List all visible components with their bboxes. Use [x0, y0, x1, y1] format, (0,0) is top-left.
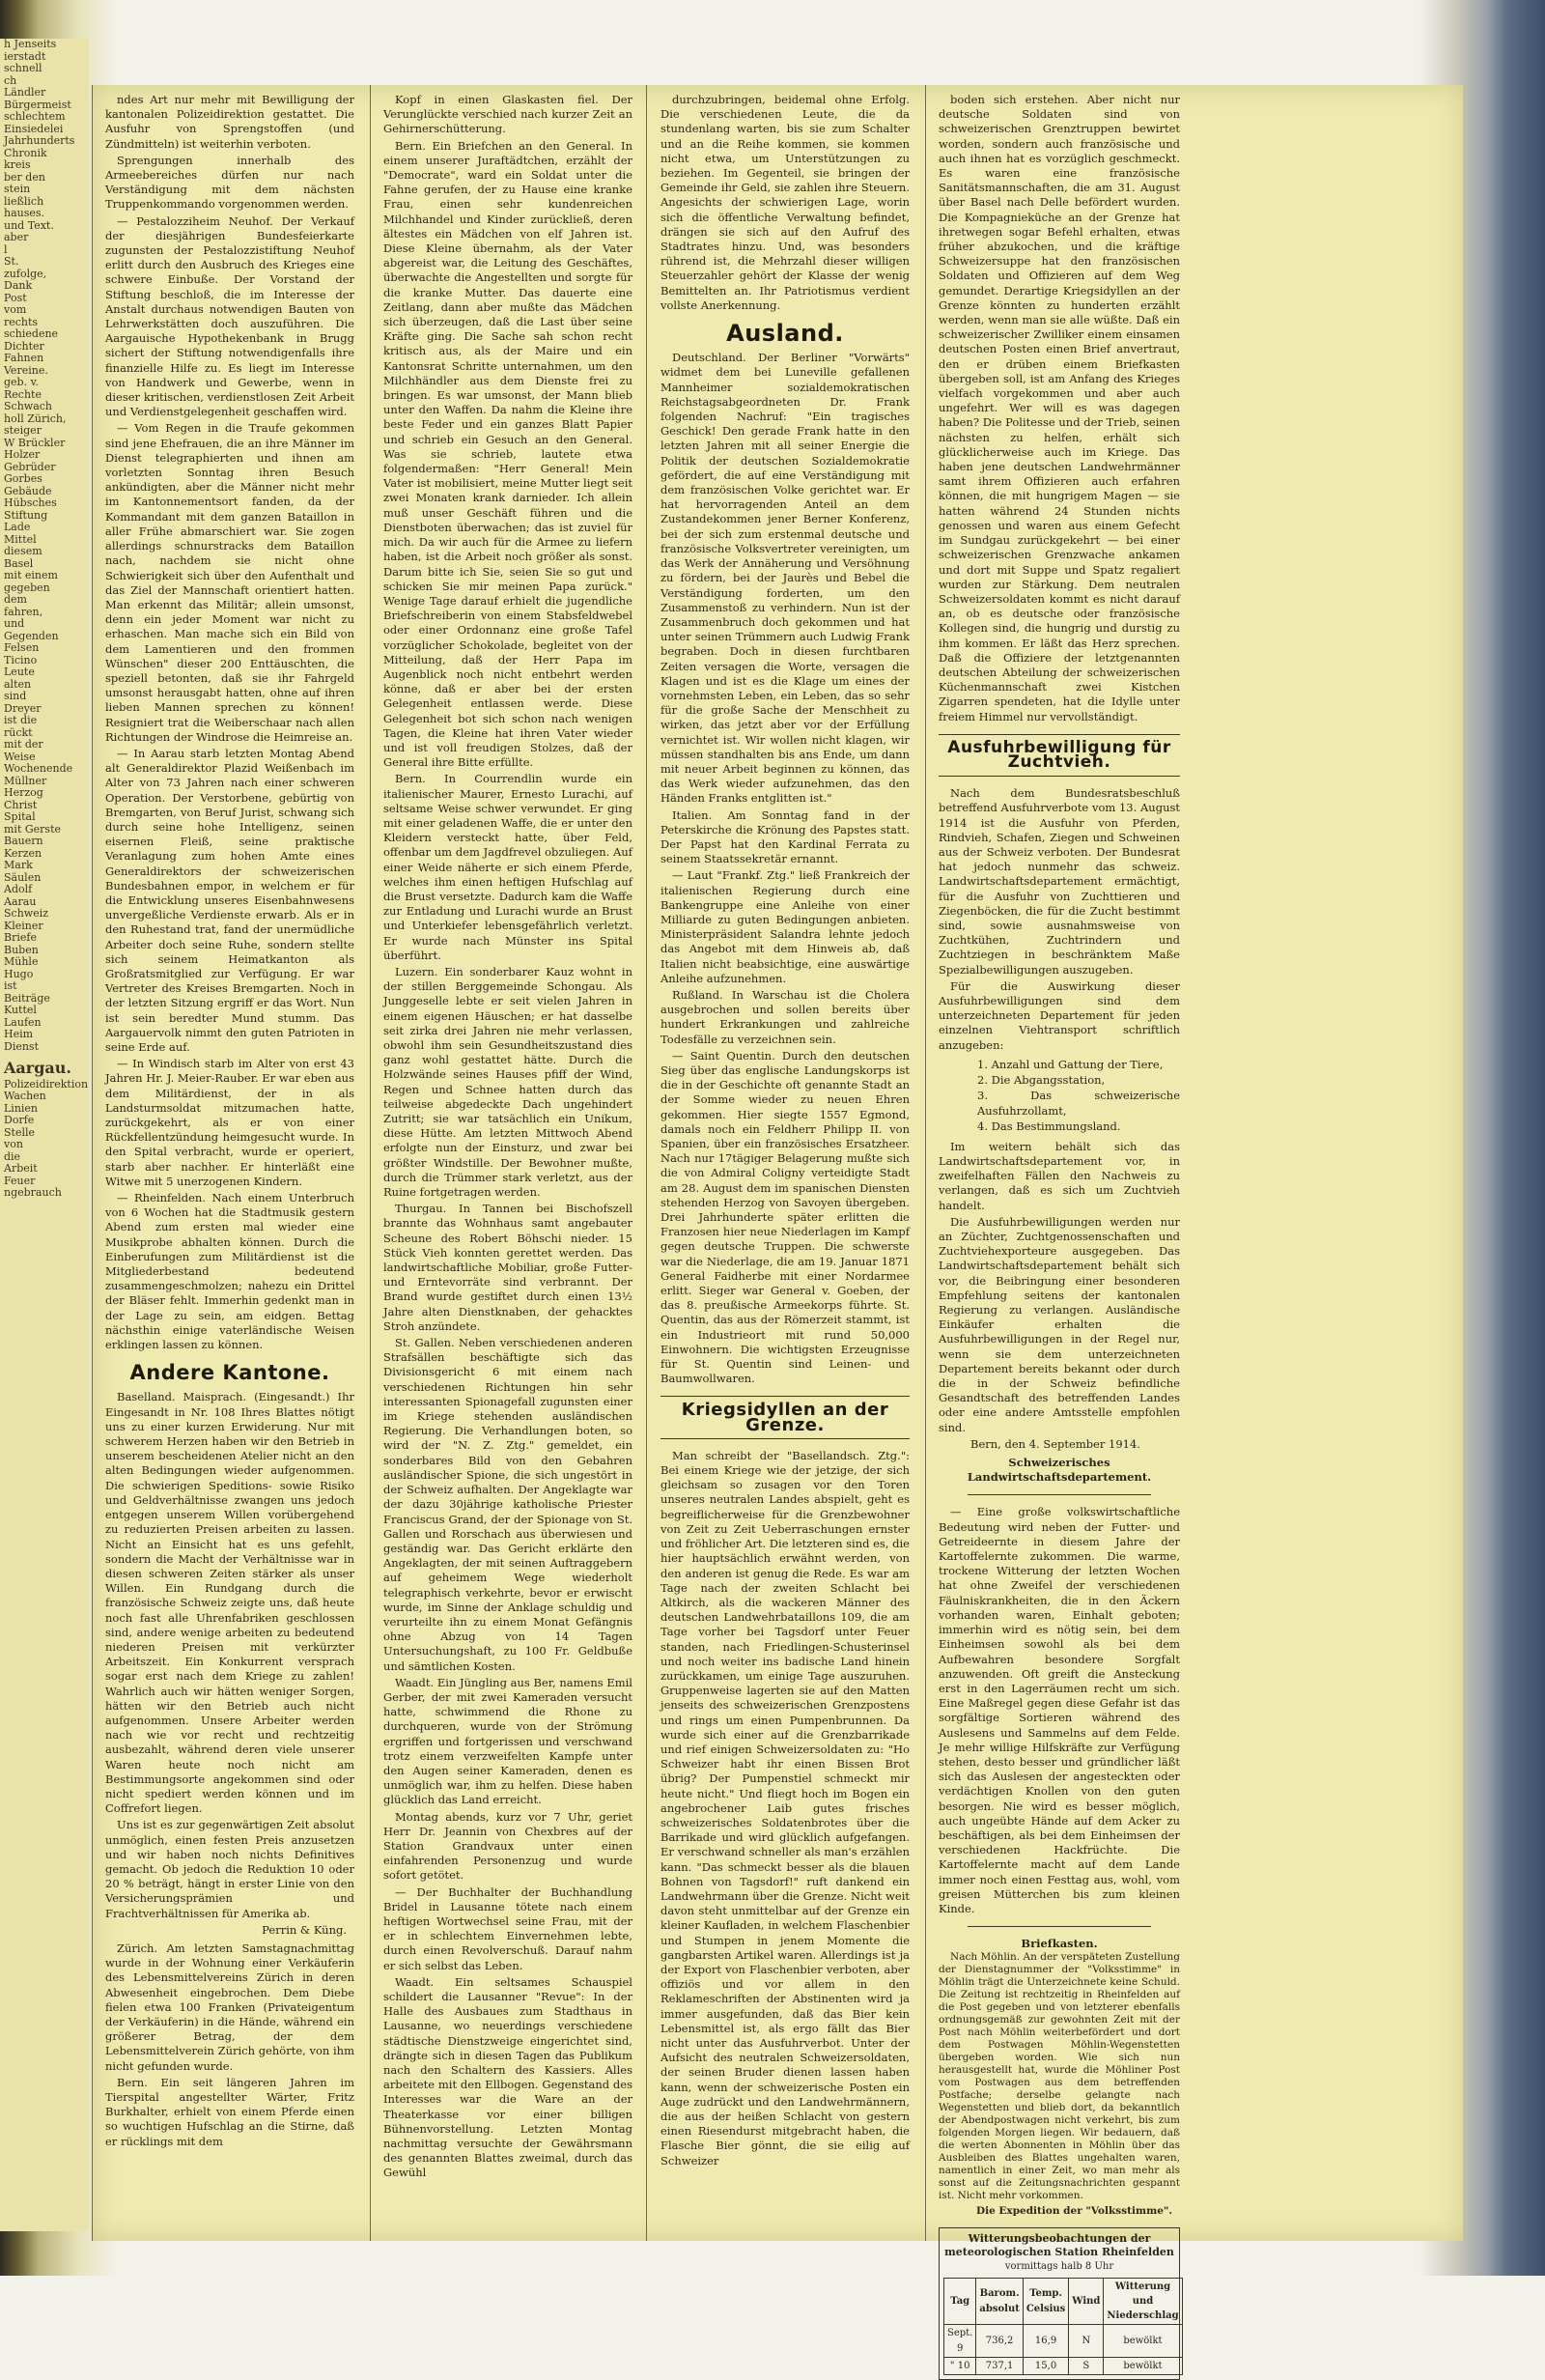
- left-page-fragment: mit der: [4, 738, 43, 751]
- left-page-fragment: die: [4, 1149, 21, 1163]
- left-page-heading: Aargau.: [4, 1059, 71, 1077]
- weather-cell: bewölkt: [1104, 2357, 1182, 2374]
- article-paragraph: Waadt. Ein seltsames Schauspiel schildert die Lausanner "Revue": In der Halle des Ausbaues zum Stadthaus in Lausanne, wo neuerdings verschiedene städtische Dienstzweige eingerichtet sind, drängte sich in diesen Tagen das Publikum nach den Schaltern des Kassiers. Alles arbeitete mit den Ellbogen. Gegenstand des Interesses war die Ware an der Theaterkasse vor einer billigen Bühnenvorstellung. Letzten Montag nachmittag versuchte der Gewährsmann des genannten Blattes zweimal, durch das Gewühl: [383, 1974, 632, 2180]
- left-page-fragment: Kleiner: [4, 919, 43, 932]
- left-page-fragment: Herzog: [4, 786, 43, 799]
- left-page-fragment: holl Zürich,: [4, 411, 67, 425]
- left-page-fragment: von: [4, 1138, 23, 1150]
- left-page-fragment: Post: [4, 291, 27, 304]
- list-item: 2. Die Abgangsstation,: [977, 1072, 1106, 1087]
- weather-row: [944, 2325, 1183, 2357]
- weather-table-box: [939, 2227, 1180, 2380]
- article-paragraph: Zürich. Am letzten Samstagnachmittag wurde in der Wohnung einer Verkäuferin des Lebensmittelvereins Zürich in deren Abwesenheit eingebrochen. Dem Diebe fielen etwa 100 Franken (Privateigentum der Verkäuferin) in die Hände, während ein größerer Betrag, der dem Lebensmittelverein Zürich gehörte, von ihm nicht gefunden wurde.: [105, 1941, 354, 2073]
- article-paragraph: Nach dem Bundesratsbeschluß betreffend Ausfuhrverbote vom 13. August 1914 ist die Ausfuhr von Pferden, Rindvieh, Schafen, Ziegen und Schweinen aus der Schweiz verboten. Der Bundesrat hat jedoch nunmehr das schweiz. Landwirtschaftsdepartement ermächtigt, für die Ausfuhr von Zuchttieren und Ziegenböcken, die für die Zucht bestimmt sind, sowie ausnahmsweise von Zuchtkühen, Zuchtrindern und Zuchtziegen in beschränktem Maße Spezialbewilligungen auszugeben.: [939, 786, 1180, 977]
- left-page-fragment: Bürgermeist: [4, 98, 71, 111]
- left-page-fragment: Jahrhunderts: [4, 134, 75, 147]
- left-page-fragment: Ticino: [4, 653, 38, 666]
- left-page-fragment: stein: [4, 183, 31, 195]
- left-page-fragment: aber: [4, 231, 29, 243]
- divider: [968, 1926, 1151, 1927]
- left-page-fragment: Heim: [4, 1028, 34, 1040]
- heading-kriegsidyllen: Kriegsidyllen an der Grenze.: [660, 1396, 910, 1438]
- left-page-fragment: Stiftung: [4, 508, 48, 522]
- article-paragraph: St. Gallen. Neben verschiedenen anderen Strafsällen beschäftigte sich das Divisionsgericht 6 mit einem nach verschiedenen Richtungen hin sehr interessanten Spionagefall zugunsten einer im Kriege stehenden ausländischen Regierung. Die Verhandlungen boten, so wird der "N. Z. Ztg." gemeldet, ein sonderbares Bild von den Gebahren ausländischer Spione, die sich ungestört in der Schweiz aufhalten. Der Angeklagte war der dazu 30jährige katholische Priester Franciscus Grand, der der Spionage von St. Gallen und Rorschach aus überwiesen und geständig war. Das Gericht erklärte den Angeklagten, der mit seinen Auftraggebern auf geheimem Wege wiederholt telegraphisch verkehrte, bevor er erwischt wurde, im Sinne der Anklage schuldig und verurteilte ihn zu einem Monat Gefängnis ohne Abzug von 14 Tagen Untersuchungshaft, zu 100 Fr. Geldbuße und sämtlichen Kosten.: [383, 1336, 632, 1673]
- left-page-fragment: Hugo: [4, 967, 34, 980]
- left-page-fragment: kreis: [4, 158, 31, 171]
- weather-header-cell: Tag: [944, 2278, 976, 2325]
- article-paragraph: Für die Auswirkung dieser Ausfuhrbewilligungen sind dem unterzeichneten Departement für jeden einzelnen Viehtransport schriftlich anzugeben:: [939, 978, 1180, 1052]
- weather-header-cell: Barom. absolut: [976, 2278, 1023, 2325]
- column-2: [383, 93, 632, 2233]
- left-page-fragment: ngebrauch: [4, 1186, 62, 1199]
- article-paragraph: boden sich erstehen. Aber nicht nur deutsche Soldaten sind von schweizerischen Grenztruppen bewirtet worden, sondern auch französische und auch ihnen hat es vorzüglich geschmeckt. Es waren eine französische Sanitätsmannschaften, die am 31. August über Basel nach Delle befördert wurden. Die Kompagnieküche an der Grenze hat ihretwegen sogar Befehl erhalten, etwas früher abzukochen, und die kräftige Schweizersuppe hat den französischen Soldaten und Offizieren auf dem Weg gemundet. Derartige Kriegsidyllen an der Grenze könnten zu hunderten erzählt werden, wenn man sie alle wüßte. Daß ein schweizerischer Zwilliker einem einsamen deutschen Posten einen Brief anvertraut, den er drüben einem Briefkasten übergeben soll, ist am Anfang des Krieges vielfach vorgekommen und aber auch ungefehrt. Wer will es was dagegen haben? Die Politesse und der Trieb, seinen nächsten zu helfen, erhält sich glücklicherweise auch im Kriege. Das haben jene deutschen Landwehrmänner samt ihrem Offizieren auch erfahren können, die mit hungrigem Magen — sie hatten während 24 Stunden nichts genossen und waren aus einem Gefecht im Sundgau zurückgekehrt — bei einer schweizerischen Grenzwache ankamen und dort mit Suppe und Spatz regaliert wurden zur Stärkung. Dem neutralen Schweizersoldaten kommt es nicht darauf an, ob es deutsche oder französische Kollegen sind, die hungrig und durstig zu ihm kommen. Er läßt das Herz sprechen. Daß die Offiziere der letztgenannten deutschen Abteilung der schweizerischen Küchenmannschaft zwei Kistchen Zigarren spendeten, hat die Idylle unter freiem Himmel nur vervollständigt.: [939, 93, 1180, 723]
- left-page-fragment: Mühle: [4, 955, 39, 968]
- left-page-fragment: Buben: [4, 943, 39, 956]
- article-paragraph: Montag abends, kurz vor 7 Uhr, geriet Herr Dr. Jeannin von Chexbres auf der Station Grandvaux unter einen einfahrenden Personenzug und wurde sofort getötet.: [383, 1809, 632, 1883]
- article-paragraph: — Der Buchhalter der Buchhandlung Bridel in Lausanne tötete nach einem heftigen Wortwechsel seine Frau, mit der er in schlechtem Einvernehmen lebte, durch einen Revolverschuß. Darauf nahm er sich selbst das Leben.: [383, 1884, 632, 1972]
- left-page-fragment: Gebäude: [4, 484, 52, 497]
- left-page-fragment: Mark: [4, 859, 33, 871]
- left-page-fragment: Gegenden: [4, 629, 59, 642]
- article-paragraph: — Vom Regen in die Traufe gekommen sind jene Ehefrauen, die an ihre Männer im Dienst telegraphierten und ihnen am vorletzten Sonntag ihren Besuch ankündigten, aber die Männer nicht mehr im Kantonnementsort fanden, da der Kommandant mit dem ganzen Bataillon in aller Frühe abmarschiert war. Sie zogen allerdings schnurstracks dem Bataillon nach, nachdem sie nicht ohne Schwierigkeit sich über den Aufenthalt und das Ziel der Mannschaft orientiert hatten. Man erkennt das Militär; allein umsonst, denn ein jeder Moment war nicht zu erhaschen. Man mache sich ein Bild von dem Lamentieren und den frommen Wünschen" dieser 200 Enttäuschten, die speziell betonten, daß sie ihr Fahrgeld umsonst herausgabt hatten, ohne auf ihren lieben Mannen sprechen zu können! Resigniert trat die Weiberschaar nach allen Richtungen der Windrose die Heimreise an.: [105, 421, 354, 744]
- left-page-fragment: alten: [4, 677, 32, 691]
- left-page-fragment: dem: [4, 593, 27, 606]
- left-page-fragment: vom: [4, 303, 27, 316]
- article-paragraph: durchzubringen, beidemal ohne Erfolg. Die verschiedenen Leute, die da stundenlang warten, bis sie zum Schalter und an die Reihe kommen, sie kommen nicht etwa, um Unterstützungen zu beziehen. Im Gegenteil, sie bringen der Gemeinde ihr Geld, sie zahlen ihre Steuern. Angesichts der schwierigen Lage, worin sich die öffentliche Verwaltung befindet, drängen sie sich auf den Aufruf des Stadtrates hinzu. Und, was besonders rührend ist, die Mehrzahl dieser willigen Steuerzahler gehört der Klasse der wenig Bemittelten an. Ihr Patriotismus verdient vollste Anerkennung.: [660, 93, 910, 312]
- left-page-fragment: ließlich: [4, 194, 44, 208]
- left-page-fragment: Bauern: [4, 835, 43, 847]
- dateline: Bern, den 4. September 1914.: [970, 1436, 1140, 1451]
- left-page-fragment: sind: [4, 690, 27, 702]
- left-page-fragment: Kerzen: [4, 846, 42, 860]
- signature-perrin-kueng: Perrin & Küng.: [262, 1922, 347, 1937]
- left-page-fragment: Dorfe: [4, 1114, 35, 1126]
- left-page-fragment: rechts: [4, 315, 39, 328]
- left-page-fragment: Laufen: [4, 1015, 42, 1029]
- left-page-fragment: fahren,: [4, 605, 43, 618]
- article-paragraph: Baselland. Maisprach. (Eingesandt.) Ihr Eingesandt in Nr. 108 Ihres Blattes nötigt uns zu einer kurzen Erwiderung. Nur mit schwerem Herzen haben wir den Betrieb in unserem bescheidenen Atelier nicht an den alten Bedingungen wieder aufgenommen. Die schwierigen Speditions- sowie Risiko und Geldverhältnisse zwangen uns jedoch entgegen unserem Willen vorübergehend zu reduzierten Preisen arbeiten zu lassen. Nicht an Einsicht hat es uns gefehlt, sondern die Macht der Verhältnisse war in diesen schweren Zeiten stärker als unser Willen. Ein Rundgang durch die französische Schweiz zeigte uns, daß heute noch fast alle Uhrenfabriken geschlossen sind, andere wenige arbeiten zu bedeutend niederen Preisen mit verkürzter Arbeitszeit. Ein Konkurrent versprach sogar erst nach dem Kriege zu zahlen! Wahrlich auch wir hätten weniger Sorgen, hätten wir den Betrieb auch nicht aufgenommen. Unsere Arbeiter werden nach wie vor recht und rechtzeitig ausbezahlt, während deren viele unserer Waren heute noch nicht am Bestimmungsorte angekommen sind oder nicht spediert werden können und im Coffrefort liegen.: [105, 1390, 354, 1816]
- article-paragraph: — In Aarau starb letzten Montag Abend alt Generaldirektor Plazid Weißenbach im Alter von 73 Jahren nach einer schweren Operation. Der Verstorbene, gebürtig von Bremgarten, von Beruf Jurist, schwang sich durch seine hohe Intelligenz, seinen eisernen Fleiß, seine praktische Veranlagung zum hohen Amte eines Generaldirektors der schweizerischen Bundesbahnen empor, in welchem er für die Entwicklung unseres Eisenbahnwesens unvergeßliche Verdienste erwarb. Als er in den Ruhestand trat, fand der unermüdliche Arbeiter doch seine Ruhe, sondern stellte sich seinem Heimatkanton als Großratsmitglied zur Verfügung. Er war Vertreter des Kreises Bremgarten. Noch in der letzten Sitzung ergriff er das Wort. Nun ist sein beredter Mund stumm. Das Aargauervolk nimmt den guten Patrioten in seine Erde auf.: [105, 746, 354, 1054]
- left-page-fragment: Gebrüder: [4, 460, 56, 473]
- left-page-fragment: Aarau: [4, 894, 37, 908]
- column-rule: [92, 85, 93, 2241]
- article-paragraph: — Eine große volkswirtschaftliche Bedeutung wird neben der Futter- und Getreideernte in diesem Jahre der Kartoffelernte zukommen. Die warme, trockene Witterung der letzten Wochen hat ohne Zweifel der verschiedenen Fäulniskrankheiten, die in den Äckern vorhanden waren, Einhalt geboten; immerhin wird es nötig sein, bei dem Einheimsen sowohl als bei dem Aufbewahren besondere Sorgfalt anzuwenden. Oft greift die Ansteckung erst in den Lagerräumen recht um sich. Eine Maßregel gegen diese Gefahr ist das sorgfältige Sortieren während des Auslesens und Sammelns auf dem Felde. Je mehr willige Hilfskräfte zur Verfügung stehen, desto besser und gründlicher läßt sich das Auslesen der angesteckten oder verdächtigen Knollen von den guten besorgen. Nie wird es besser möglich, auch ungeübte Hände auf dem Acker zu beschäftigen, als bei dem Einheimsen der verschiedenen Hackfrüchte. Die Kartoffelernte macht auf dem Lande immer noch einen Festtag aus, wohl, vom greisen Mütterchen bis zum kleinen Kinde.: [939, 1505, 1180, 1915]
- left-page-edge: [0, 39, 89, 2231]
- column-rule: [925, 85, 926, 2241]
- article-paragraph: — Laut "Frankf. Ztg." ließ Frankreich der italienischen Regierung durch eine Bankengruppe eine Anleihe von einer Milliarde zu guten Bedingungen anbieten. Ministerpräsident Salandra lehnte jedoch das Angebot mit dem Hinweis ab, daß Italien nicht beabsichtige, eine auswärtige Anleihe aufzunehmen.: [660, 868, 910, 985]
- left-page-fragment: Dreyer: [4, 701, 42, 715]
- left-page-fragment: ist: [4, 979, 17, 992]
- article-paragraph: Waadt. Ein Jüngling aus Ber, namens Emil Gerber, der mit zwei Kameraden versucht hatte, schwimmend die Rhone zu durchqueren, wurde von der Strömung ergriffen und fortgerissen und verschwand trotz einem verzweifelten Kampfe unter den Augen seiner Kameraden, denen es unmöglich war, ihm zu helfen. Diese haben glücklich das Land erreicht.: [383, 1675, 632, 1807]
- article-paragraph: — Pestalozziheim Neuhof. Der Verkauf der diesjährigen Bundesfeierkarte zugunsten der Pestalozzistiftung Neuhof erlitt durch den Ausbruch des Krieges eine schwere Einbuße. Der Vorstand der Stiftung beschloß, die im Interesse der Anstalt durchaus notwendigen Bauten von Lehrwerkstätten doch auszuführen. Die Aargauische Hypothekenbank in Brugg sichert der Stiftung notwendigenfalls ihre finanzielle Hilfe zu. Es liegt im Interesse von Handwerk und Gewerbe, wenn in dieser kritischen, verdienstlosen Zeit Arbeit und Verdienstgelegenheit geschaffen wird.: [105, 213, 354, 419]
- weather-table: [943, 2278, 1183, 2375]
- left-page-fragment: ierstadt: [4, 49, 46, 63]
- heading-andere-kantone: Andere Kantone.: [129, 1361, 330, 1385]
- left-page-fragment: und: [4, 617, 25, 630]
- left-page-fragment: Spital: [4, 810, 36, 823]
- left-page-fragment: Basel: [4, 556, 34, 570]
- column-3: [660, 93, 910, 2233]
- left-page-fragment: h Jenseits: [4, 38, 57, 50]
- article-paragraph: — In Windisch starb im Alter von erst 43 Jahren Hr. J. Meier-Rauber. Er war eben aus dem Militärdienst, der in als Landsturmsoldat mitzumachen hatte, zurückgekehrt, als er von einer Rückfellentzündung heimgesucht wurde. In den Spital verbracht, wurde er operiert, starb aber nachher. Er hinterläßt eine Witwe mit 5 unerzogenen Kindern.: [105, 1057, 354, 1188]
- weather-cell: Sept. 9: [944, 2325, 976, 2357]
- left-page-subheading: Polizeidirektion: [4, 1077, 89, 1091]
- left-page-fragment: ist die: [4, 714, 38, 726]
- left-page-fragment: Dichter: [4, 339, 44, 353]
- left-page-fragment: Christ: [4, 798, 38, 811]
- left-page-fragment: Gorbes: [4, 472, 42, 485]
- left-page-fragment: Feuer: [4, 1174, 36, 1187]
- list-item: 1. Anzahl und Gattung der Tiere,: [977, 1057, 1164, 1071]
- left-page-fragment: Fahnen: [4, 352, 44, 364]
- weather-cell: 16,9: [1023, 2325, 1068, 2357]
- left-page-fragment: Beiträge: [4, 991, 50, 1005]
- left-page-fragment: und Text.: [4, 218, 54, 232]
- article-paragraph: Luzern. Ein sonderbarer Kauz wohnt in der stillen Berggemeinde Schongau. Als Junggeselle lebte er seit vielen Jahren in einem eigenen Häuschen; er hat dasselbe seit zirka drei Jahren nie mehr verlassen, obwohl ihm sein Gesundheitszustand dies ganz wohl gestattet hätte. Durch die Holzwände seines Hauses pfiff der Wind, Regen und Schnee hatten durch das teilweise abgedeckte Dach ungehindert Zutritt; sie war tatsächlich ein Unikum, diese Hütte. Am letzten Mittwoch Abend erfolgte nun der Einsturz, und zwar bei größter Windstille. Der Bewohner mußte, durch die Trümmer stark verletzt, aus der Ruine fortgetragen werden.: [383, 964, 632, 1200]
- article-paragraph: Italien. Am Sonntag fand in der Peterskirche die Krönung des Papstes statt. Der Papst hat den Kardinal Ferrata zu seinem Staatssekretär ernannt.: [660, 808, 910, 866]
- left-page-fragment: Dank: [4, 279, 33, 292]
- weather-cell: 736,2: [976, 2325, 1023, 2357]
- left-page-fragment: mit Gerste: [4, 822, 61, 836]
- weather-title: Witterungsbeobachtungen der meteorologischen Station Rheinfelden: [944, 2231, 1174, 2258]
- briefkasten-text: Nach Möhlin. An der verspäteten Zustellung der Dienstagnummer der "Volksstimme" in Möhlin trägt die Unterzeichnete keine Schuld. Die Zeitung ist rechtzeitig in Rheinfelden auf die Post gegeben und von letzterer ebenfalls ordnungsgemäß zur gewohnten Zeit mit der Post nach Möhlin weiterbefördert und dort dem Postwagen Möhlin-Wegenstetten übergeben worden. Wie sich nun herausgestellt hat, wurde die Möhliner Post vom Postwagen aus dem betreffenden Postfache; derselbe gelangte nach Wegenstetten und blieb dort, da bekanntlich der Abendpostwagen nicht verkehrt, bis zum folgenden Morgen liegen. Wir bedauern, daß die werten Abonnenten in Möhlin über das Ausbleiben des Blattes ungehalten waren, namentlich in einer Zeit, wo man mehr als sonst auf die Zeitungsnachrichten gespannt ist. Nicht mehr vorkommen.: [939, 1951, 1180, 2202]
- left-page-fragment: rückt: [4, 725, 33, 739]
- left-page-fragment: Rechte: [4, 387, 42, 401]
- requirements-list: [977, 1057, 1180, 1134]
- article-paragraph: Kopf in einen Glaskasten fiel. Der Verunglückte verschied nach kurzer Zeit an Gehirnerschütterung.: [383, 93, 632, 136]
- briefkasten-heading: Briefkasten.: [1021, 1937, 1098, 1951]
- list-item: 3. Das schweizerische Ausfuhrzollamt,: [977, 1088, 1180, 1118]
- left-page-fragment: Hübsches: [4, 496, 57, 509]
- list-item: 4. Das Bestimmungsland.: [977, 1119, 1121, 1133]
- column-4: [939, 93, 1180, 2371]
- left-page-fragment: ch: [4, 73, 17, 87]
- left-page-fragment: mit einem: [4, 569, 58, 581]
- left-page-fragment: Lade: [4, 521, 31, 533]
- left-page-fragment: Dienst: [4, 1039, 39, 1053]
- left-page-fragment: Chronik: [4, 146, 47, 159]
- column-rule: [370, 85, 371, 2241]
- left-page-fragment: steiger: [4, 424, 42, 437]
- left-page-fragment: Mittel: [4, 532, 37, 546]
- expedition-signature: Die Expedition der "Volksstimme".: [976, 2205, 1172, 2218]
- left-page-fragment: Vereine.: [4, 363, 48, 377]
- left-page-fragment: Felsen: [4, 641, 40, 654]
- column-rule: [646, 85, 647, 2241]
- article-paragraph: Bern. Ein Briefchen an den General. In einem unserer Juraftädtchen, erzählt der "Democrate", ward ein Soldat unter die Fahne gerufen, der zu Hause eine kranke Frau, einen sehr kundenreichen Milchhandel und Kinder zurückließ, deren ältestes ein Mädchen von elf Jahren ist. Diese Kleine übernahm, als der Vater abgereist war, die Leitung des Geschäftes, überwachte die Angestellten und sorgte für die kranke Mutter. Das dauerte eine Zeitlang, dann aber mußte das Mädchen sich überzeugen, daß die Last über seine Kräfte ging. Die Sache sah schon recht kritisch aus, als der Maire und ein Kantonsrat Schritte unternahmen, um den Milchhändler aus dem Dienste frei zu bringen. Es war umsonst, der Mann blieb unter den Waffen. Da nahm die Kleine ihre beste Feder und ein ganzes Blatt Papier und schrieb ein Gesuch an den General. Was sie schrieb, lautete etwa folgendermaßen: "Herr General! Mein Vater ist mobilisiert, meine Mutter liegt seit zwei Monaten krank darnieder. Ich allein muß unser Geschäft führen und die Dienstboten überwachen; das ist zuviel für mich. Da wir auch für die Armee zu liefern haben, ist die Arbeit noch größer als sonst. Darum bitte ich Sie, seien Sie so gut und schicken Sie mir meinen Papa zurück." Wenige Tage darauf erhielt die jugendliche Briefschreiberin von einem Stabsfeldwebel oder einer Ordonnanz eine große Tafel vorzüglicher Schokolade, begleitet von der Mitteilung, daß der Herr Papa im Augenblick noch nicht entbehrt werden könne, daß er aber bei der ersten Gelegenheit entlassen werde. Diese Gelegenheit bot sich schon nach wenigen Tagen, die Kleine hat ihren Vater wieder und ist voll freudigen Stolzes, daß der General ihre Bitte erfüllte.: [383, 138, 632, 770]
- left-page-fragment: Briefe: [4, 931, 37, 944]
- left-page-fragment: ber den: [4, 170, 45, 184]
- left-page-fragment: schlechtem: [4, 110, 66, 123]
- left-page-fragment: Ländler: [4, 86, 46, 99]
- left-page-fragment: zufolge,: [4, 267, 47, 280]
- left-page-fragment: Leute: [4, 666, 35, 678]
- heading-ausland: Ausland.: [726, 320, 844, 348]
- left-page-fragment: Arbeit: [4, 1162, 38, 1175]
- left-page-fragment: schiedene: [4, 327, 59, 340]
- weather-cell: 737,1: [976, 2357, 1023, 2374]
- weather-cell: bewölkt: [1104, 2325, 1182, 2357]
- left-page-fragment: gegeben: [4, 581, 50, 594]
- left-page-fragment: W Brückler: [4, 436, 66, 449]
- weather-header-cell: Witterung und Niederschlag: [1104, 2278, 1182, 2325]
- weather-cell: 15,0: [1023, 2357, 1068, 2374]
- article-paragraph: Man schreibt der "Basellandsch. Ztg.": Bei einem Kriege wie der jetzige, der sich gleichsam so zusagen vor den Toren unseres neutralen Landes abspielt, geht es begreiflicherweise für die Grenzbewohner von Zeit zu Zeit Ueberraschungen ernster und fröhlicher Art. Die letzteren sind es, die hier hauptsächlich erwähnt werden, von den anderen ist genug die Rede. Es war am Tage nach der zweiten Schlacht bei Altkirch, als die wackeren Männer des deutschen Landwehrbataillons 109, die am Tage vorher bei Tagsdorf unter Feuer standen, nach Friedlingen-Schusterinsel und noch weiter ins badische Land hinein zurückkamen, um einige Tage auszuruhen. Gruppenweise lagerten sie auf den Matten jenseits des schweizerischen Grenzpostens und rings um einen Pumpenbrunnen. Da wurde sich einer auf die Grenzbarrikade und rief einigen Schweizersoldaten zu: "Ho Schweizer habt ihr einen Bissen Brot übrig? Der Pumpenstiel schmeckt mir heute nicht." Und fliegt hoch im Bogen ein angebrochener Laib gutes frisches schweizerisches Soldatenbrotes über die Barrikade und wird glücklich aufgefangen. Er verschwand schneller als man's erzählen kann. "Das schmeckt besser als die blauen Bohnen von Tagsdorf!" ruft dankend ein Landwehrmann über die Grenze. Nicht weit davon steht unmittelbar auf der Grenze ein kleiner Kaufladen, in welchem Flaschenbier und Stumpen in jenem Momente die gangbarsten Artikel waren. Allerdings ist ja der Export von Flaschenbier verboten, aber offiziös und vor allem in den Reklameschriften der Abstinenten wird ja immer ausgefunden, daß das Bier kein Lebensmittel ist, als ergo fällt das Bier nicht unter das Ausfuhrverbot. Unter der Aufsicht des neutralen Schweizersoldaten, der seinen Bruder dienen lassen haben kann, wenn der schweizerische Posten ein Auge zudrückt und den Landwehrmännern, die aus der heißen Schlacht von gestern einen Riesendurst mitgebracht haben, die Flasche Bier gönnt, die sie eilig auf Schweizer: [660, 1448, 910, 2168]
- weather-row: [944, 2357, 1183, 2374]
- left-page-fragment: Linien: [4, 1101, 39, 1115]
- article-paragraph: — Rheinfelden. Nach einem Unterbruch von 6 Wochen hat die Stadtmusik gestern Abend zum ersten mal wieder eine Musikprobe abhalten können. Durch die Einberufungen zum Militärdienst ist die Mitgliederbestand bedeutend zusammengeschmolzen; nahezu ein Drittel der Bläser fehlt. Immerhin gedenkt man in der Lage zu sein, am eidgen. Bettag nächsthin einige vaterländische Weisen erklingen lassen zu können.: [105, 1191, 354, 1352]
- article-paragraph: Uns ist es zur gegenwärtigen Zeit absolut unmöglich, einen festen Preis anzusetzen und wir haben noch nichts Definitives gemacht. Ob jedoch die Reduktion 10 oder 20 % beträgt, hängt in erster Linie von den Versicherungsprämien und Frachtverhältnissen für Amerika ab.: [105, 1818, 354, 1920]
- weather-header-cell: Wind: [1069, 2278, 1104, 2325]
- article-paragraph: Die Ausfuhrbewilligungen werden nur an Züchter, Zuchtgenossenschaften und Zuchtviehexporteure ausgegeben. Das Landwirtschaftsdepartement behält sich vor, die Beibringung einer besonderen Empfehlung seitens der kantonalen Regierung zu verlangen. Ausländische Einkäufer erhalten die Ausfuhrbewilligungen in der Regel nur, wenn sie dem unterzeichneten Departement bereits bekannt oder durch die in der Schweiz befindliche Gesandtschaft des betreffenden Landes oder eine andere Amtsstelle empfohlen sind.: [939, 1214, 1180, 1434]
- left-page-fragment: St.: [4, 255, 19, 268]
- left-page-fragment: Schwach: [4, 400, 52, 412]
- newspaper-page: [92, 85, 1463, 2371]
- weather-subtitle: vormittags halb 8 Uhr: [1004, 2260, 1114, 2272]
- weather-header-cell: Temp. Celsius: [1023, 2278, 1068, 2325]
- left-page-fragment: schnell: [4, 62, 42, 74]
- left-page-fragment: Wachen: [4, 1090, 46, 1102]
- article-paragraph: Bern. In Courrendlin wurde ein italienischer Maurer, Ernesto Lurachi, auf seltsame Weise schwer verwundet. Er ging mit einer geladenen Waffe, die er unter den Kleidern versteckt hatte, über Feld, offenbar um dem Jagdfrevel obzuliegen. Auf einer Weide näherte er sich einem Pferde, welches ihm einen heftigen Hufschlag auf die Brust versetzte. Dadurch kam die Waffe zur Entladung und Lurachi wurde an Brust und Unterkiefer lebensgefährlich verletzt. Er wurde nach Münster ins Spital überführt.: [383, 772, 632, 962]
- department-signature: Schweizerisches Landwirtschaftsdepartement.: [967, 1456, 1152, 1485]
- left-page-fragment: l: [4, 242, 8, 256]
- left-page-fragment: Stelle: [4, 1125, 36, 1139]
- left-page-fragment: Säulen: [4, 870, 42, 884]
- weather-cell: S: [1069, 2357, 1104, 2374]
- article-paragraph: ndes Art nur mehr mit Bewilligung der kantonalen Polizeidirektion gestattet. Die Ausfuhr von Sprengstoffen (und Zündmitteln) ist weiterhin verboten.: [105, 93, 354, 151]
- divider: [968, 1494, 1151, 1495]
- article-paragraph: Deutschland. Der Berliner "Vorwärts" widmet dem bei Luneville gefallenen Mannheimer sozialdemokratischen Reichstagsabgeordneten Dr. Frank folgenden Nachruf: "Ein tragisches Geschick! Den gerade Frank hatte in den letzten Jahren mit all seiner Energie die Politik der deutschen Sozialdemokratie gefördert, die auf eine Verständigung mit dem französischen Volke gerichtet war. Er hat hervorragenden Anteil an dem Zustandekommen jener Berner Konferenz, bei der sich zum erstenmal deutsche und französische Volksvertreter vereinigten, um das Werk der Annäherung und Versöhnung zu fördern, bei der Jaurès und Bebel die Verständigung forderten, um den Zusammenstoß zu verhindern. Nun ist der Zusammenbruch doch gekommen und hat unter seinen Trümmern auch Ludwig Frank begraben. Doch in diesen furchtbaren Zeiten versagen die Worte, versagen die Klagen und ist es die Klage um eines der vornehmsten Leben, ein Leben, das so sehr für die große Sache der Menschheit zu wirken, das jetzt aber vor der Erfüllung vernichtet ist. Wir wollen nicht klagen, wir müssen standhalten bis ans Ende, um dann mit neuer Arbeit beginnen zu können, das das Werk wieder aufzunehmen, das den Händen Franks entglitten ist.": [660, 351, 910, 806]
- left-page-fragment: Weise: [4, 750, 36, 763]
- left-page-fragment: geb. v.: [4, 376, 39, 388]
- left-page-fragment: Adolf: [4, 883, 33, 895]
- left-page-fragment: Schweiz: [4, 907, 49, 920]
- left-page-fragment: Wochenende: [4, 762, 73, 775]
- heading-ausfuhrbewilligung: Ausfuhrbewilligung für Zuchtvieh.: [939, 734, 1180, 777]
- article-paragraph: Thurgau. In Tannen bei Bischofszell brannte das Wohnhaus samt angebauter Scheune des Robert Böhschi nieder. 15 Stück Vieh konnten gerettet werden. Das landwirtschaftliche Mobiliar, große Futter- und Erntevorräte sind verbrannt. Der Brand wurde gestiftet durch einen 13½ Jahre alten Dienstknaben, der gehacktes Stroh anzündete.: [383, 1202, 632, 1333]
- article-paragraph: Bern. Ein seit längeren Jahren im Tierspital angestellter Wärter, Fritz Burkhalter, erhielt von einem Pferde einen so wuchtigen Hufschlag an die Stirne, daß er rücklings mit dem: [105, 2075, 354, 2148]
- left-page-fragment: Müllner: [4, 774, 47, 787]
- left-page-fragment: Holzer: [4, 448, 41, 461]
- left-page-fragment: Einsiedelei: [4, 122, 64, 135]
- article-paragraph: Im weitern behält sich das Landwirtschaftsdepartement vor, in zweifelhaften Fällen den Nachweis zu verlangen, daß es sich um Zuchtvieh handelt.: [939, 1139, 1180, 1212]
- article-paragraph: Sprengungen innerhalb des Armeebereiches dürfen nur nach Verständigung mit dem nächsten Truppenkommando vorgenommen werden.: [105, 153, 354, 212]
- weather-cell: N: [1069, 2325, 1104, 2357]
- article-paragraph: Rußland. In Warschau ist die Cholera ausgebrochen und sollen bereits über hundert Erkrankungen und zahlreiche Todesfälle zu verzeichnen sein.: [660, 987, 910, 1046]
- article-paragraph: — Saint Quentin. Durch den deutschen Sieg über das englische Landungskorps ist die in der Geschichte oft genannte Stadt an der Somme wieder zu neuen Ehren gekommen. Hier siegte 1557 Egmond, damals noch ein Feldherr Philipp II. von Spanien, über ein französisches Ersatzheer. Nach nur 17tägiger Belagerung mußte sich die von Admiral Coligny verteidigte Stadt am 28. August dem im spanischen Diensten stehenden Herzog von Savoyen übergeben. Drei Jahrhunderte später erlitten die Franzosen hier neue Niederlagen im Kampf gegen deutsche Truppen. Die schwerste war die Niederlage, die am 19. Januar 1871 General Faidherbe mit einer Nordarmee erlitt. Sieger war General v. Goeben, der das 8. preußische Armeekorps führte. St. Quentin, das aus der Römerzeit stammt, ist ein Industrieort mit rund 50,000 Einwohnern. Die wichtigsten Erzeugnisse für St. Quentin sind Leinen- und Baumwollwaren.: [660, 1048, 910, 1386]
- left-page-fragment: diesem: [4, 545, 42, 557]
- weather-cell: " 10: [944, 2357, 976, 2374]
- left-page-fragment: Kuttel: [4, 1004, 37, 1016]
- column-1: [105, 93, 354, 2233]
- left-page-fragment: hauses.: [4, 207, 45, 219]
